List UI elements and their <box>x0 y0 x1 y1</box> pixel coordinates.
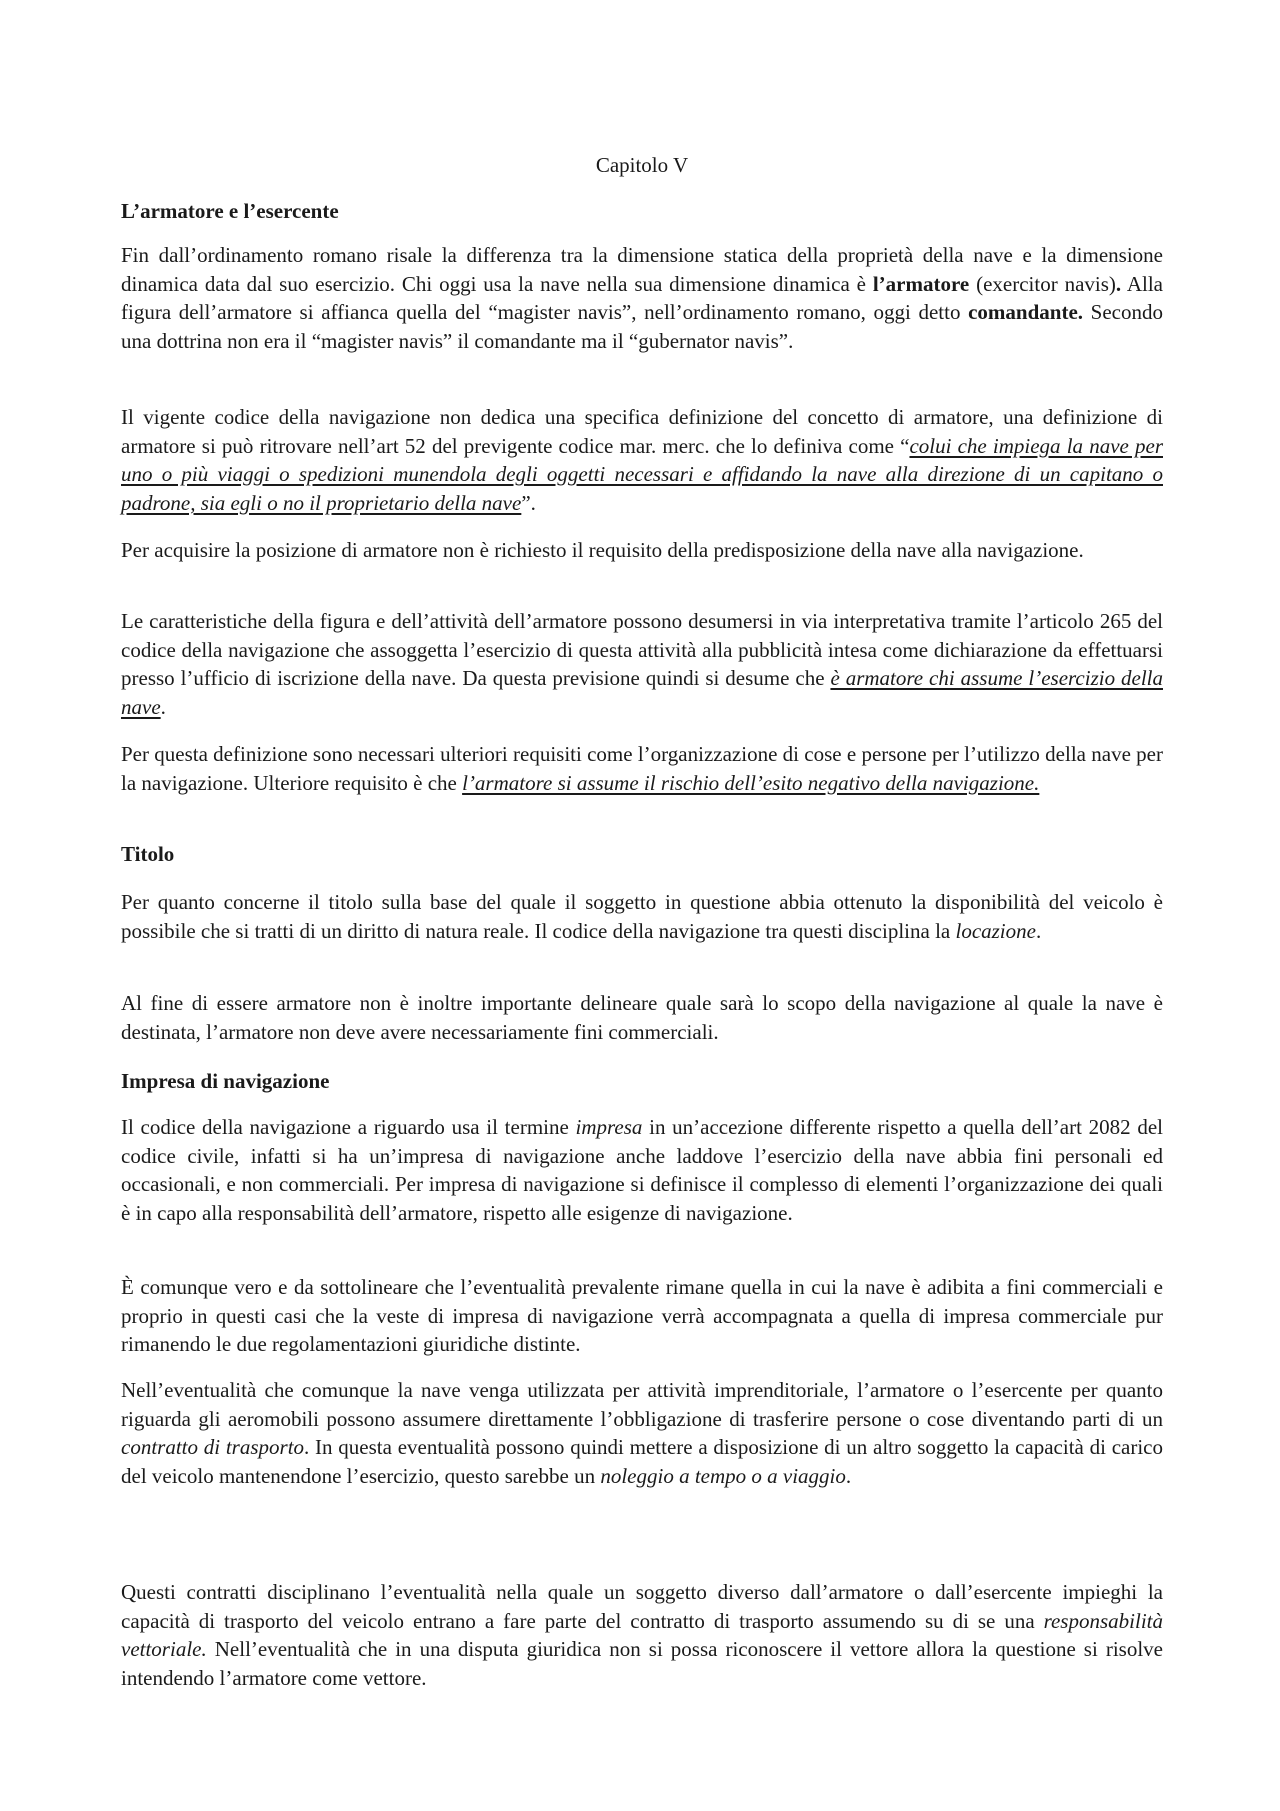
paragraph <box>121 607 1163 721</box>
italic-text: noleggio a tempo o a viaggio <box>600 1463 846 1488</box>
bold-text: l’armatore <box>872 271 970 296</box>
text-run: Le caratteristiche della figura e dell’attività dell’armatore possono desumersi in via interpretativa tramite l’articolo 265 del codice della navigazione che assoggetta l’esercizio di questa attività alla pubblicità intesa come dichiarazione da effettuarsi presso l’ufficio di iscrizione della nave. Da questa previsione quindi si desume che <box>121 609 1163 690</box>
text-run: È comunque vero e da sottolineare che l’eventualità prevalente rimane quella in cui la nave è adibita a fini commerciali e proprio in questi casi che la veste di impresa di navigazione verrà accompagnata a quella di impresa commerciale pur rimanendo le due regolamentazioni giuridiche distinte. <box>121 1275 1163 1356</box>
paragraph <box>121 536 1163 565</box>
section-heading: Titolo <box>121 842 175 866</box>
italic-text: locazione <box>955 918 1036 943</box>
text-run: . In questa eventualità possono quindi mettere a disposizione di un altro soggetto la capacità di carico del veicolo mantenendone l’esercizio, questo sarebbe un <box>121 1435 1163 1488</box>
underlined-italic-text: l’armatore si assume il rischio dell’esito negativo della navigazione. <box>462 770 1040 795</box>
text-run: Al fine di essere armatore non è inoltre importante delineare quale sarà lo scopo della navigazione al quale la nave è destinata, l’armatore non deve avere necessariamente fini commerciali. <box>121 991 1163 1044</box>
text-run: Nell’eventualità che in una disputa giuridica non si possa riconoscere il vettore allora la questione si risolve intendendo l’armatore come vettore. <box>121 1637 1163 1690</box>
text-run: Per quanto concerne il titolo sulla base del quale il soggetto in questione abbia ottenuto la disponibilità del veicolo è possibile che si tratti di un diritto di natura reale. Il codice della navigazione tra questi disciplina la <box>121 890 1163 943</box>
section-heading: Impresa di navigazione <box>121 1069 330 1093</box>
section-heading: L’armatore e l’esercente <box>121 199 339 223</box>
text-run: . <box>160 694 166 719</box>
underlined-italic-text: colui che impiega la nave per uno o più viaggi o spedizioni munendola degli oggetti necessari e affidando la nave alla direzione di un capitano o padrone, sia egli o no il proprietario della nave <box>121 433 1163 515</box>
text-run: . <box>845 1463 852 1488</box>
text-run: Alla figura dell’armatore si affianca quella del “magister navis”, nell’ordinamento romano, oggi detto <box>121 271 1164 324</box>
underlined-italic-text: è armatore chi assume l’esercizio della nave <box>121 666 1163 719</box>
paragraph <box>121 1113 1163 1227</box>
text-run: Fin dall’ordinamento romano risale la differenza tra la dimensione statica della proprietà della nave e la dimensione dinamica data dal suo esercizio. Chi oggi usa la nave nella sua dimensione dinamica è <box>121 243 1163 296</box>
paragraph <box>121 1376 1163 1490</box>
paragraph <box>121 1578 1163 1692</box>
text-run: . <box>1035 918 1042 943</box>
paragraph <box>121 740 1163 797</box>
text-run: Il codice della navigazione a riguardo usa il termine <box>121 1115 576 1139</box>
text-run: ”. <box>521 490 536 515</box>
italic-text: impresa <box>575 1115 643 1139</box>
text-run: (exercitor navis) <box>969 271 1116 296</box>
bold-text: . <box>1115 271 1122 296</box>
text-run: Nell’eventualità che comunque la nave venga utilizzata per attività imprenditoriale, l’armatore o l’esercente per quanto riguarda gli aeromobili possono assumere direttamente l’obbligazione di trasferire persone o cose diventando parti di un <box>121 1378 1163 1431</box>
paragraph <box>121 888 1163 945</box>
chapter-title: Capitolo V <box>595 153 689 177</box>
text-run: Per acquisire la posizione di armatore non è richiesto il requisito della predisposizione della nave alla navigazione. <box>121 538 1084 562</box>
text-run: Secondo una dottrina non era il “magister navis” il comandante ma il “gubernator navis”. <box>121 300 1163 353</box>
italic-text: responsabilità vettoriale. <box>121 1608 1163 1661</box>
paragraph <box>121 241 1163 355</box>
bold-text: comandante. <box>968 300 1084 324</box>
text-run: Per questa definizione sono necessari ulteriori requisiti come l’organizzazione di cose e persone per l’utilizzo della nave per la navigazione. Ulteriore requisito è che <box>121 742 1163 795</box>
text-run: Questi contratti disciplinano l’eventualità nella quale un soggetto diverso dall’armatore o dall’esercente impieghi la capacità di trasporto del veicolo entrano a fare parte del contratto di trasporto assumendo su di se una <box>121 1580 1163 1633</box>
paragraph <box>121 989 1163 1046</box>
paragraph <box>121 403 1163 517</box>
paragraph <box>121 1273 1163 1359</box>
text-run: Il vigente codice della navigazione non dedica una specifica definizione del concetto di armatore, una definizione di armatore si può ritrovare nell’art 52 del previgente codice mar. merc. che lo definiva come “ <box>121 405 1163 458</box>
italic-text: contratto di trasporto <box>121 1435 305 1459</box>
text-run: in un’accezione differente rispetto a quella dell’art 2082 del codice civile, infatti si ha un’impresa di navigazione anche laddove l’esercizio della nave abbia fini personali ed occasionali, e non commerciali. Per impresa di navigazione si definisce il complesso di elementi l’organizzazione dei quali è in capo alla responsabilità dell’armatore, rispetto alle esigenze di navigazione. <box>121 1115 1163 1225</box>
